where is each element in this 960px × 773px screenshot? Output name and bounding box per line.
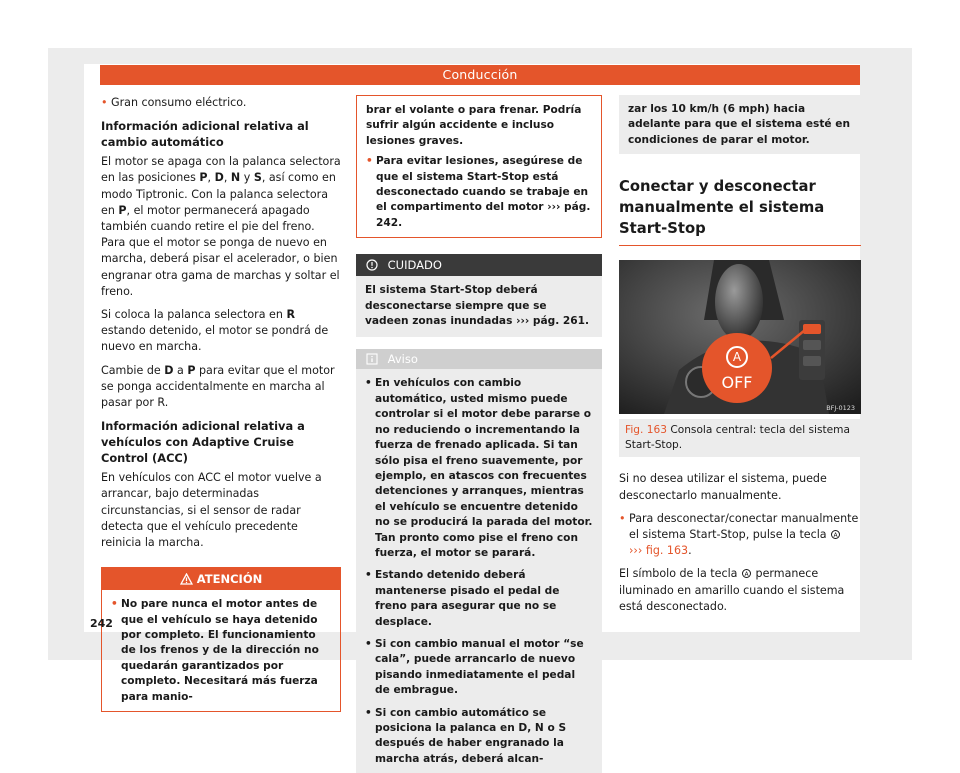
bullet-pulse-tecla: • Para desconectar/conectar manualmente el sistema Start-Stop, pulse la tecla A ››› fig. 163.: [619, 511, 861, 560]
caution-circle-icon: [366, 259, 378, 271]
paragraph-simbolo: El símbolo de la tecla A permanece iluminado en amarillo cuando el sistema está desconectado.: [619, 567, 845, 613]
note-header: [356, 349, 602, 369]
note-box-continued: [619, 95, 861, 154]
start-stop-icon: [830, 529, 841, 540]
note-bullet-2: • Estando detenido deberá mantenerse pisado el pedal de freno para asegurar que no se desplace.: [365, 568, 593, 630]
page-reference-261[interactable]: ››› pág. 261: [516, 315, 586, 328]
heading-cambio-automatico: Información adicional relativa al cambio automático: [101, 119, 309, 150]
paragraph-acc: En vehículos con ACC el motor vuelve a arrancar, bajo determinadas circunstancias, si el sensor de radar detecta que el vehículo precedente reinicia la marcha.: [101, 471, 322, 550]
caution-box: [356, 254, 602, 337]
caution-header: [356, 254, 602, 276]
note-bullet-1: • En vehículos con cambio automático, usted mismo puede controlar si el motor debe pararse o no reduciendo o incrementando la fuerza de frenado aplicada. Si tan sólo pisa el freno suavemente, por ejemplo, en atascos con frecuentes detenciones y arranques, mientras el vehículo se encuentre detenido no se producirá la parada del motor. Tan pronto como pise el freno con fuerza, el motor se parará.: [365, 376, 593, 561]
figure-label: Fig. 163: [625, 424, 667, 437]
warning-body: [102, 590, 340, 711]
caution-title: CUIDADO: [387, 258, 442, 273]
note-box: [356, 349, 602, 773]
warning-bullet-2: • Para evitar lesiones, asegúrese de que el sistema Start-Stop está desconectado cuando se trabaje en el compartimento del motor ››› pág. 242.: [366, 154, 592, 231]
figure-caption: Fig. 163 Consola central: tecla del sistema Start-Stop.: [619, 419, 861, 457]
svg-text:A: A: [744, 571, 749, 579]
paragraph-palanca: El motor se apaga con la palanca selectora en las posiciones P, D, N y S, así como en modo Tiptronic. Con la palanca selectora en P, el motor permanecerá apagado también cuando retire el pie del freno. Para que el motor se ponga de nuevo en marcha, deberá pisar el acelerador, o bien engranar otra gama de marchas y soltar el freno.: [101, 155, 341, 298]
column-1: [101, 95, 341, 712]
figure-reference-163[interactable]: ››› fig. 163: [629, 544, 689, 558]
page-number: 242: [90, 617, 113, 630]
note-continued-text: zar los 10 km/h (6 mph) hacia adelante para que el sistema esté en condiciones de parar el motor.: [628, 103, 850, 146]
page-reference-242[interactable]: ››› pág. 242: [376, 201, 591, 229]
paragraph-cambie: Cambie de D a P para evitar que el motor se ponga accidentalmente en marcha al pasar por R.: [101, 363, 335, 410]
column-3: [619, 95, 861, 622]
warning-continued-text: brar el volante o para frenar. Podría sufrir algún accidente e incluso lesiones graves.: [366, 104, 582, 147]
note-title: Aviso: [387, 352, 418, 367]
warning-box-continued: [356, 95, 602, 238]
svg-text:A: A: [833, 532, 838, 540]
paragraph-posicion-r: Si coloca la palanca selectora en R estando detenido, el motor se pondrá de nuevo en marcha.: [101, 308, 329, 354]
warning-triangle-icon: [180, 573, 193, 585]
note-bullet-4: • Si con cambio automático se posiciona la palanca en D, N o S después de haber engranado la marcha atrás, deberá alcan-: [365, 706, 593, 768]
caution-body: El sistema Start-Stop deberá desconectarse siempre que se vadeen zonas inundadas ››› pág. 261.: [356, 276, 602, 337]
figure-image-code: BFJ-0123: [826, 404, 855, 413]
chapter-header: Conducción: [100, 65, 860, 85]
info-icon: [366, 353, 378, 365]
note-body: [356, 369, 602, 773]
bullet-consumo: • Gran consumo eléctrico.: [101, 95, 341, 111]
figure-start-stop-console: [619, 260, 861, 414]
column-2: [356, 95, 602, 773]
warning-bullet-1: • No pare nunca el motor antes de que el vehículo se haya detenido por completo. El funcionamiento de los frenos y de la dirección no quedarán garantizados por completo. Necesitará más fuerza para manio-: [111, 597, 331, 705]
warning-body-continued: [357, 96, 601, 237]
warning-header: [102, 568, 340, 590]
warning-title: ATENCIÓN: [196, 572, 263, 587]
paragraph-desconectar: Si no desea utilizar el sistema, puede desconectarlo manualmente.: [619, 472, 827, 502]
figure-button-text: OFF: [721, 373, 753, 393]
warning-box: [101, 567, 341, 712]
heading-acc: Información adicional relativa a vehículos con Adaptive Cruise Control (ACC): [101, 419, 305, 466]
figure-button-symbol: A: [732, 350, 742, 365]
start-stop-icon: [741, 568, 752, 579]
note-bullet-3: • Si con cambio manual el motor “se cala”, puede arrancarlo de nuevo pisando inmediatamente el pedal de embrague.: [365, 637, 593, 699]
section-title: Conectar y desconectar manualmente el sistema Start-Stop: [619, 176, 861, 246]
